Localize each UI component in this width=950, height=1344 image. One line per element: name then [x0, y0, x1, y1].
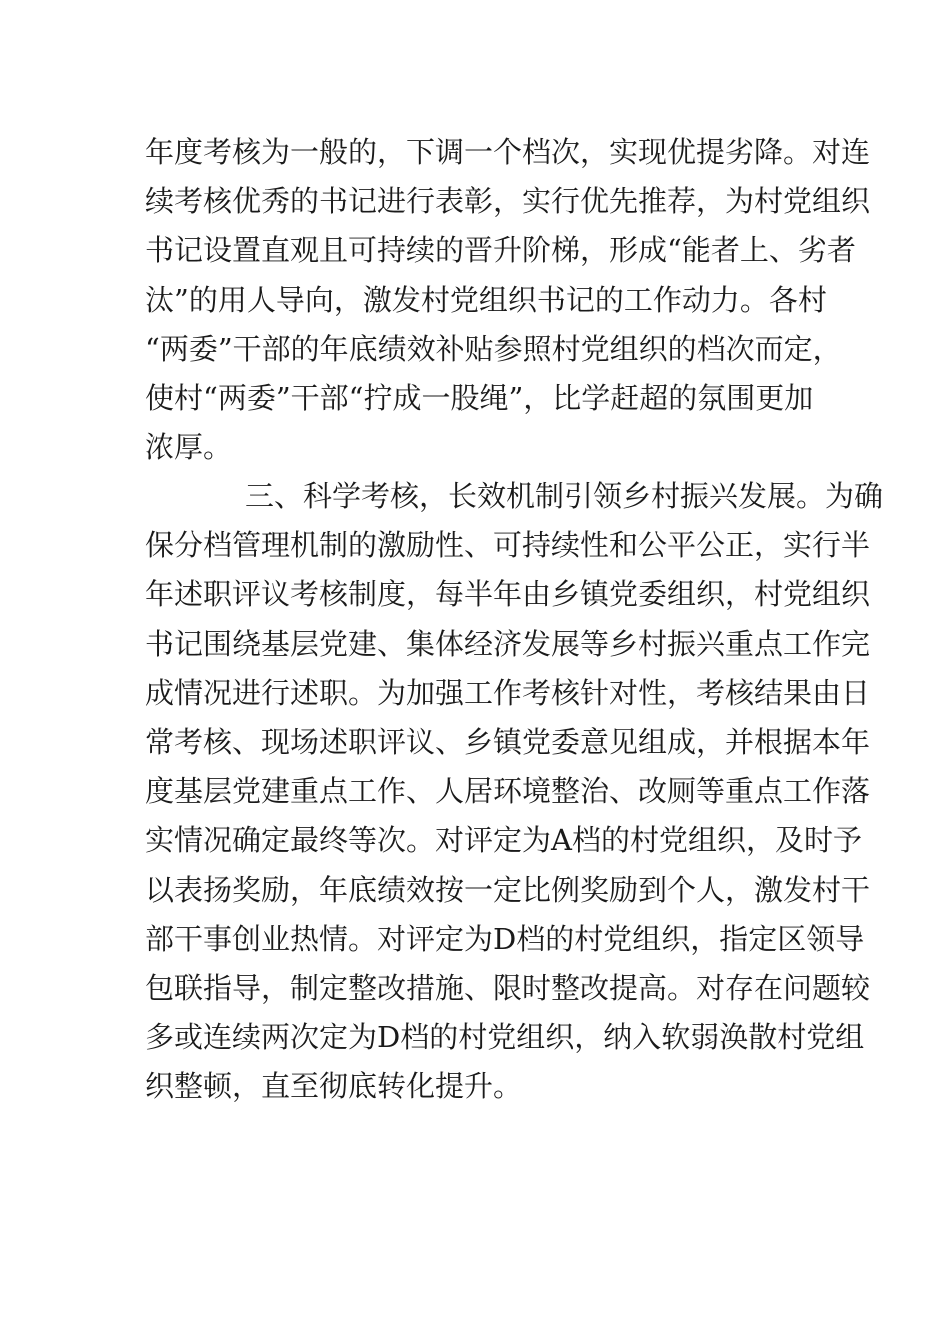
paragraph-line: 部干事创业热情。对评定为D档的村党组织，指定区领导: [145, 921, 865, 956]
paragraph-line: 包联指导，制定整改措施、限时整改提高。对存在问题较: [145, 970, 871, 1005]
paragraph-line: 年述职评议考核制度，每半年由乡镇党委组织，村党组织: [145, 577, 871, 612]
section-heading-line: 三、科学考核，长效机制引领乡村振兴发展。为确: [245, 479, 884, 513]
paragraph-line: 实情况确定最终等次。对评定为A档的村党组织，及时予: [145, 823, 862, 858]
paragraph-line: 书记围绕基层党建、集体经济发展等乡村振兴重点工作完: [145, 626, 871, 661]
paragraph-line: 书记设置直观且可持续的晋升阶梯，形成“能者上、劣者: [145, 233, 856, 268]
paragraph-line: 常考核、现场述职评议、乡镇党委意见组成，并根据本年: [145, 724, 871, 759]
paragraph-evaluation-incentives: [145, 128, 871, 472]
paragraph-line: 浓厚。: [145, 430, 233, 465]
paragraph-scientific-assessment: [145, 472, 884, 1111]
paragraph-line: 成情况进行述职。为加强工作考核针对性，考核结果由日: [145, 675, 871, 710]
paragraph-line: 多或连续两次定为D档的村党组织，纳入软弱涣散村党组: [145, 1020, 865, 1055]
paragraph-line: 保分档管理机制的激励性、可持续性和公平公正，实行半: [145, 528, 871, 563]
paragraph-line: 织整顿，直至彻底转化提升。: [145, 1069, 523, 1104]
paragraph-line: 续考核优秀的书记进行表彰，实行优先推荐，为村党组织: [145, 184, 871, 219]
paragraph-line: 以表扬奖励，年底绩效按一定比例奖励到个人，激发村干: [145, 872, 871, 907]
paragraph-line: 汰”的用人导向，激发村党组织书记的工作动力。各村: [145, 282, 827, 317]
paragraph-line: 年度考核为一般的，下调一个档次，实现优提劣降。对连: [145, 135, 871, 169]
paragraph-line: 使村“两委”干部“拧成一股绳”，比学赶超的氛围更加: [145, 380, 814, 415]
paragraph-line: 度基层党建重点工作、人居环境整治、改厕等重点工作落: [145, 774, 871, 809]
paragraph-line: “两委”干部的年底绩效补贴参照村党组织的档次而定，: [145, 331, 842, 366]
